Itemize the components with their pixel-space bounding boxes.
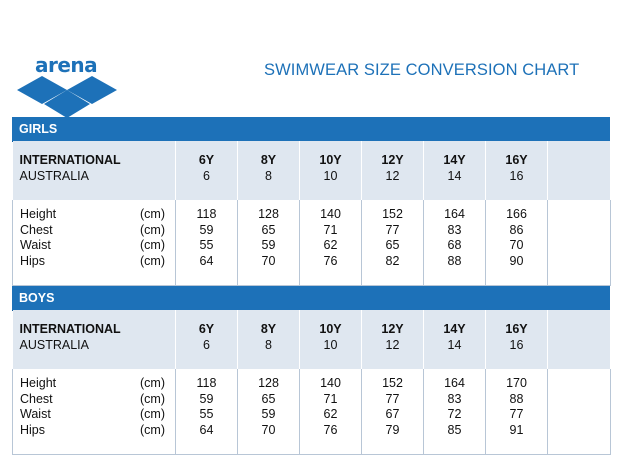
measure-label-row xyxy=(20,376,175,392)
section-title: GIRLS xyxy=(12,117,610,141)
measure-unit: (cm) xyxy=(140,253,165,268)
measure-label-row xyxy=(20,392,175,408)
size-header-cell xyxy=(424,141,486,200)
measure-value-cell xyxy=(424,200,486,286)
international-size: 10Y xyxy=(319,153,342,167)
measure-name: Chest xyxy=(20,222,53,237)
measure-name: Hips xyxy=(20,253,46,268)
measure-value: 71 xyxy=(323,222,338,237)
measure-value: 164 xyxy=(444,207,465,221)
size-table xyxy=(12,310,611,455)
measure-value: 164 xyxy=(444,376,465,390)
international-size: 6Y xyxy=(198,322,215,336)
diamond-logo-icon xyxy=(17,76,117,120)
size-system-labels xyxy=(13,141,176,200)
measure-labels xyxy=(13,200,176,286)
measure-value: 90 xyxy=(509,253,524,268)
measure-name: Height xyxy=(20,207,57,221)
measure-value-cell xyxy=(300,200,362,286)
measure-name: Chest xyxy=(20,391,53,406)
empty-value-cell xyxy=(548,369,611,455)
australia-size: 10 xyxy=(323,168,338,183)
empty-header-cell xyxy=(548,141,611,200)
size-table xyxy=(12,141,611,286)
measure-label-row xyxy=(20,223,175,239)
measure-value: 152 xyxy=(382,376,403,390)
measure-value: 140 xyxy=(320,207,341,221)
size-header-row xyxy=(13,310,611,369)
size-header-cell xyxy=(486,141,548,200)
australia-size: 14 xyxy=(447,337,462,352)
measure-unit: (cm) xyxy=(140,391,165,406)
measure-unit: (cm) xyxy=(140,407,165,421)
measure-value: 59 xyxy=(199,391,214,406)
measure-value-cell xyxy=(238,200,300,286)
measure-value: 86 xyxy=(509,222,524,237)
measurements-row xyxy=(13,369,611,455)
measure-value: 128 xyxy=(258,207,279,221)
page-title: SWIMWEAR SIZE CONVERSION CHART xyxy=(264,61,580,79)
boys-section xyxy=(12,286,610,455)
measure-value: 68 xyxy=(447,238,462,252)
measure-value: 82 xyxy=(385,253,400,268)
empty-header-cell xyxy=(548,310,611,369)
size-header-cell xyxy=(362,310,424,369)
australia-size: 12 xyxy=(385,168,400,183)
measure-value: 85 xyxy=(447,422,462,437)
measure-value: 67 xyxy=(385,407,400,421)
measure-value: 76 xyxy=(323,253,338,268)
australia-size: 16 xyxy=(509,337,524,352)
size-header-cell xyxy=(238,310,300,369)
international-size: 8Y xyxy=(260,322,277,336)
measure-value: 64 xyxy=(199,253,214,268)
section-title: BOYS xyxy=(12,286,610,310)
measure-value: 77 xyxy=(509,407,524,421)
measure-value: 88 xyxy=(509,391,524,406)
measure-value-cell xyxy=(176,369,238,455)
measure-value: 140 xyxy=(320,376,341,390)
measure-labels xyxy=(13,369,176,455)
size-system-labels xyxy=(13,310,176,369)
measure-value: 152 xyxy=(382,207,403,221)
measure-label-row xyxy=(20,238,175,254)
measure-value: 79 xyxy=(385,422,400,437)
australia-size: 10 xyxy=(323,337,338,352)
size-header-cell xyxy=(486,310,548,369)
size-header-cell xyxy=(238,141,300,200)
measure-unit: (cm) xyxy=(140,376,165,390)
australia-size: 14 xyxy=(447,168,462,183)
measure-value: 59 xyxy=(261,407,276,421)
australia-size: 8 xyxy=(265,337,272,352)
measure-value: 70 xyxy=(261,422,276,437)
measure-value: 91 xyxy=(509,422,524,437)
size-header-cell xyxy=(300,141,362,200)
measure-value: 77 xyxy=(385,222,400,237)
measure-value-cell xyxy=(362,369,424,455)
measure-value: 72 xyxy=(447,407,462,421)
size-header-cell xyxy=(362,141,424,200)
measure-value-cell xyxy=(424,369,486,455)
measure-value-cell xyxy=(486,369,548,455)
measure-value: 83 xyxy=(447,222,462,237)
size-header-cell xyxy=(424,310,486,369)
international-size: 8Y xyxy=(260,153,277,167)
measurements-row xyxy=(13,200,611,286)
measure-value-cell xyxy=(238,369,300,455)
measure-unit: (cm) xyxy=(140,222,165,237)
measure-value: 128 xyxy=(258,376,279,390)
measure-name: Hips xyxy=(20,422,46,437)
international-label: INTERNATIONAL xyxy=(19,153,121,167)
measure-value: 59 xyxy=(261,238,276,252)
australia-size: 6 xyxy=(203,168,210,183)
australia-size: 8 xyxy=(265,168,272,183)
measure-value: 70 xyxy=(261,253,276,268)
measure-value: 55 xyxy=(199,407,214,421)
arena-logo xyxy=(8,26,118,96)
measure-name: Waist xyxy=(20,238,51,252)
international-size: 16Y xyxy=(505,322,528,336)
measure-value-cell xyxy=(486,200,548,286)
measure-value: 55 xyxy=(199,238,214,252)
measure-value: 65 xyxy=(261,222,276,237)
measure-name: Height xyxy=(20,376,57,390)
measure-unit: (cm) xyxy=(140,422,165,437)
logo-wordmark: arena xyxy=(35,53,98,77)
international-size: 6Y xyxy=(198,153,215,167)
australia-label: AUSTRALIA xyxy=(19,337,89,352)
measure-unit: (cm) xyxy=(140,238,165,252)
australia-size: 6 xyxy=(203,337,210,352)
measure-value: 118 xyxy=(196,207,217,221)
size-header-cell xyxy=(176,310,238,369)
measure-value: 76 xyxy=(323,422,338,437)
measure-value-cell xyxy=(362,200,424,286)
measure-label-row xyxy=(20,254,175,270)
measure-value: 166 xyxy=(506,207,527,221)
measure-value: 70 xyxy=(509,238,524,252)
size-header-row xyxy=(13,141,611,200)
size-header-cell xyxy=(300,310,362,369)
measure-value: 77 xyxy=(385,391,400,406)
measure-value: 170 xyxy=(506,376,527,390)
measure-unit: (cm) xyxy=(140,207,165,221)
measure-name: Waist xyxy=(20,407,51,421)
measure-value-cell xyxy=(176,200,238,286)
measure-label-row xyxy=(20,207,175,223)
measure-value: 62 xyxy=(323,238,338,252)
australia-label: AUSTRALIA xyxy=(19,168,89,183)
measure-value: 64 xyxy=(199,422,214,437)
international-label: INTERNATIONAL xyxy=(19,322,121,336)
australia-size: 16 xyxy=(509,168,524,183)
international-size: 12Y xyxy=(381,153,404,167)
international-size: 16Y xyxy=(505,153,528,167)
international-size: 14Y xyxy=(443,153,466,167)
empty-value-cell xyxy=(548,200,611,286)
measure-value: 118 xyxy=(196,376,217,390)
international-size: 10Y xyxy=(319,322,342,336)
measure-value: 83 xyxy=(447,391,462,406)
measure-value: 88 xyxy=(447,253,462,268)
measure-value: 71 xyxy=(323,391,338,406)
size-header-cell xyxy=(176,141,238,200)
measure-value: 62 xyxy=(323,407,338,421)
measure-label-row xyxy=(20,423,175,439)
girls-section xyxy=(12,117,610,286)
international-size: 12Y xyxy=(381,322,404,336)
international-size: 14Y xyxy=(443,322,466,336)
measure-value-cell xyxy=(300,369,362,455)
australia-size: 12 xyxy=(385,337,400,352)
measure-value: 59 xyxy=(199,222,214,237)
measure-value: 65 xyxy=(385,238,400,252)
measure-label-row xyxy=(20,407,175,423)
measure-value: 65 xyxy=(261,391,276,406)
